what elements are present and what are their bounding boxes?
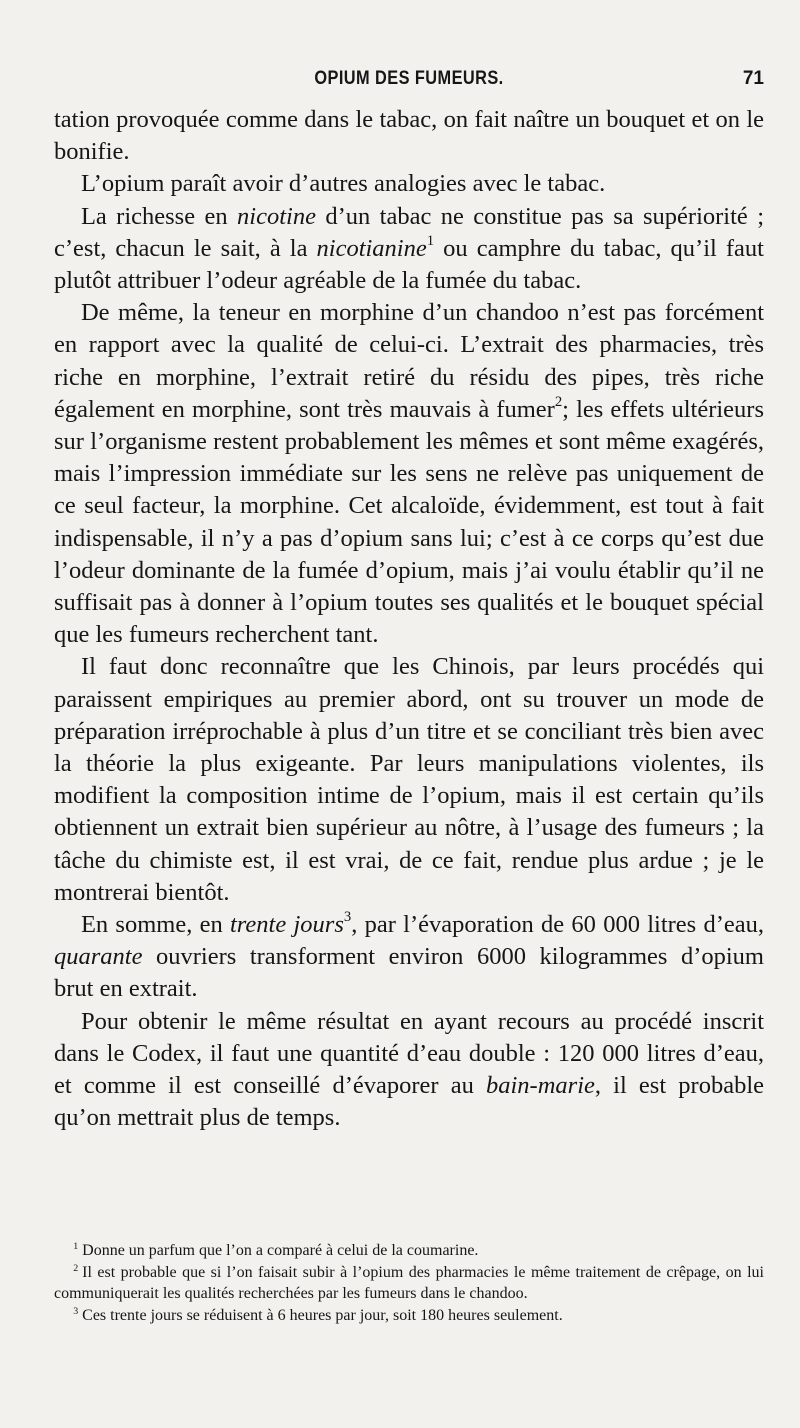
italic-word-quarante: quarante [54, 943, 143, 971]
italic-term-nicotine: nicotine [237, 202, 316, 230]
text-run: En somme, en [80, 911, 230, 939]
footnote-ref-2: 2 [554, 393, 563, 410]
footnote-1 [54, 1240, 764, 1262]
italic-phrase-trente-jours: trente jours [229, 911, 344, 939]
text-run: La richesse en [80, 202, 238, 230]
text-run: , par l’évaporation de 60 000 litres d’eau, [351, 911, 764, 939]
paragraph-5: Il faut donc reconnaître que les Chinois, par leurs procédés qui paraissent empiriques au premier abord, ont su trouver un mode de préparation irréprochable à plus d’un titre et se conciliant très bien avec la théorie la plus exigeante. Par leurs manipulations violentes, ils modifient la composition intime de l’opium, mais il est certain qu’ils obtiennent un extrait bien supérieur au nôtre, à l’usage des fumeurs ; la tâche du chimiste est, il est vrai, de ce fait, rendue plus ardue ; je le montrerai bientôt. [54, 653, 764, 906]
paragraph-4 [54, 297, 764, 651]
footnote-text: Il est probable que si l’on faisait subir à l’opium des pharmacies le même traitement de crêpage, on lui communiquerait les qualités recherchées par les fumeurs dans le chandoo. [54, 1263, 764, 1302]
text-run: ; les effets ultérieurs sur l’organisme restent probablement les mêmes et sont même exagérés, mais l’impression immédiate sur les sens ne relève pas uniquement de ce seul facteur, la morphine. Cet alcaloïde, évidemment, est tout à fait indispensable, il n’y a pas d’opium sans lui; c’est à ce corps qu’est due l’odeur dominante de la fumée d’opium, mais j’ai voulu établir qu’il ne suffisait pas à donner à l’opium toutes ses qualités et le bouquet spécial que les fumeurs recherchent tant. [54, 395, 764, 649]
text-run: De même, la teneur en morphine d’un chandoo n’est pas forcément en rapport avec la qualité de celui-ci. L’extrait des pharmacies, très riche en morphine, l’extrait retiré du résidu des pipes, très riche également en morphine, sont très mauvais à fumer [54, 299, 764, 423]
footnote-marker: 2 [73, 1262, 79, 1274]
paragraph-7 [54, 1006, 764, 1135]
footnote-2 [54, 1262, 764, 1305]
body-text [54, 104, 764, 1135]
paragraph-2: L’opium paraît avoir d’autres analogies avec le tabac. [80, 170, 606, 198]
text-run: d’un tabac ne constitue pas sa supériorité ; c’est, chacun le sait, à la [54, 202, 765, 262]
footnote-ref-3: 3 [343, 909, 352, 926]
footnote-text: Ces trente jours se réduisent à 6 heures par jour, soit 180 heures seulement. [82, 1306, 563, 1324]
text-run: , il est probable qu’on mettrait plus de temps. [54, 1072, 764, 1132]
paragraph-3 [54, 201, 764, 298]
paragraph-1: tation provoquée comme dans le tabac, on fait naître un bouquet et on le bonifie. [54, 106, 764, 166]
footnote-marker: 1 [73, 1241, 79, 1253]
paragraph-6 [54, 909, 764, 1006]
text-run: ou camphre du tabac, qu’il faut plutôt attribuer l’odeur agréable de la fumée du tabac. [54, 234, 764, 295]
footnote-text: Donne un parfum que l’on a comparé à celui de la coumarine. [82, 1242, 479, 1259]
footnote-marker: 3 [73, 1305, 79, 1317]
text-run: Pour obtenir le même résultat en ayant recours au procédé inscrit dans le Codex, il faut une quantité d’eau double : 120 000 litres d’eau, et comme il est conseillé d’évaporer au [54, 1007, 764, 1100]
footnote-3 [54, 1305, 764, 1327]
footnote-ref-1: 1 [426, 232, 435, 249]
page-number: 71 [742, 68, 764, 89]
page-header [54, 68, 764, 98]
italic-term-nicotianine: nicotianine [316, 234, 427, 262]
running-title: OPIUM DES FUMEURS. [314, 68, 504, 89]
text-run: ouvriers transforment environ 6000 kilogrammes d’opium brut en extrait. [54, 943, 764, 1003]
italic-term-bain-marie: bain-marie [486, 1072, 595, 1100]
footnotes [54, 1240, 764, 1326]
